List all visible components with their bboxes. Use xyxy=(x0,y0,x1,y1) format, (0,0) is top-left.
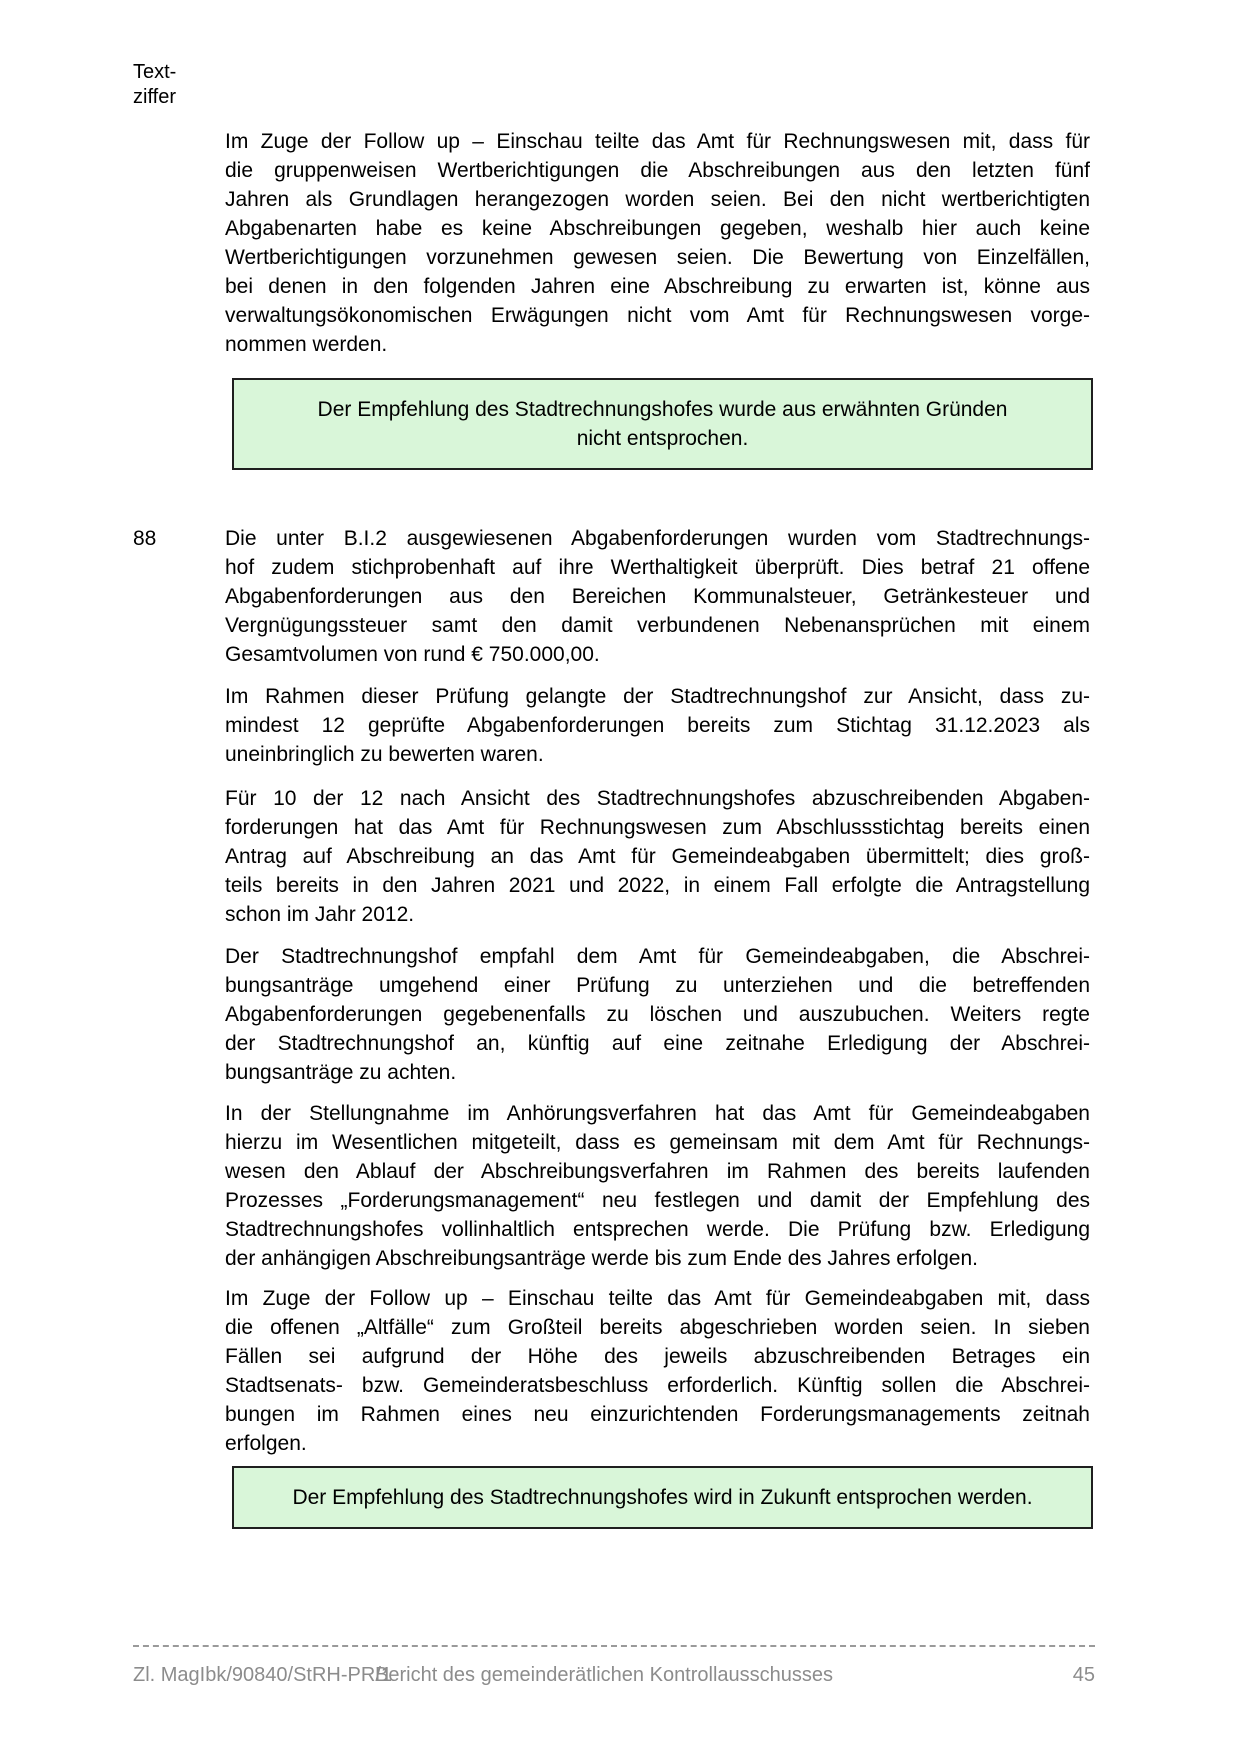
footer-divider xyxy=(133,1645,1095,1647)
text-line: hof zudem stichprobenhaft auf ihre Werthaltigkeit überprüft. Dies betraf 21 offene xyxy=(225,556,1090,579)
margin-header-line2: ziffer xyxy=(133,86,176,108)
text-line: der anhängigen Abschreibungsanträge werde bis zum Ende des Jahres erfolgen. xyxy=(225,1247,978,1270)
text-line: uneinbringlich zu bewerten waren. xyxy=(225,743,544,766)
text-line: Jahren als Grundlagen herangezogen worden seien. Bei den nicht wertberichtigten xyxy=(225,188,1090,211)
recommendation-box xyxy=(232,1466,1093,1529)
body-paragraph xyxy=(225,682,1090,769)
recommendation-box xyxy=(232,378,1093,470)
text-line: Fällen sei aufgrund der Höhe des jeweils abzuschreibenden Betrages ein xyxy=(225,1345,1090,1368)
text-line: wesen den Ablauf der Abschreibungsverfahren im Rahmen des bereits laufenden xyxy=(225,1160,1090,1183)
text-line: In der Stellungnahme im Anhörungsverfahren hat das Amt für Gemeindeabgaben xyxy=(225,1102,1090,1125)
text-line: hierzu im Wesentlichen mitgeteilt, dass es gemeinsam mit dem Amt für Rechnungs- xyxy=(225,1131,1090,1154)
text-line: bungsanträge umgehend einer Prüfung zu unterziehen und die betreffenden xyxy=(225,974,1090,997)
text-line: die offenen „Altfälle“ zum Großteil bereits abgeschrieben worden seien. In sieben xyxy=(225,1316,1090,1339)
text-line: Wertberichtigungen vorzunehmen gewesen seien. Die Bewertung von Einzelfällen, xyxy=(225,246,1090,269)
text-line: bungen im Rahmen eines neu einzurichtenden Forderungsmanagements zeitnah xyxy=(225,1403,1090,1426)
text-line: Gesamtvolumen von rund € 750.000,00. xyxy=(225,643,600,666)
text-line: Abgabenforderungen aus den Bereichen Kommunalsteuer, Getränkesteuer und xyxy=(225,585,1090,608)
text-line: Prozesses „Forderungsmanagement“ neu festlegen und damit der Empfehlung des xyxy=(225,1189,1090,1212)
body-paragraph xyxy=(225,942,1090,1087)
text-line: bungsanträge zu achten. xyxy=(225,1061,457,1084)
text-line: Für 10 der 12 nach Ansicht des Stadtrechnungshofes abzuschreibenden Abgaben- xyxy=(225,787,1090,810)
text-line: der Stadtrechnungshof an, künftig auf eine zeitnahe Erledigung der Abschrei- xyxy=(225,1032,1090,1055)
text-line: nommen werden. xyxy=(225,333,388,356)
text-line: Im Zuge der Follow up – Einschau teilte das Amt für Rechnungswesen mit, dass für xyxy=(225,130,1090,153)
text-line: schon im Jahr 2012. xyxy=(225,903,415,926)
textziffer-number: 88 xyxy=(133,527,157,550)
text-line: erfolgen. xyxy=(225,1432,307,1455)
body-paragraph xyxy=(225,1284,1090,1458)
footer-page-number: 45 xyxy=(1072,1664,1095,1686)
text-line: bei denen in den folgenden Jahren eine Abschreibung zu erwarten ist, könne aus xyxy=(225,275,1090,298)
text-line: Der Stadtrechnungshof empfahl dem Amt für Gemeindeabgaben, die Abschrei- xyxy=(225,945,1090,968)
text-line: Im Zuge der Follow up – Einschau teilte das Amt für Gemeindeabgaben mit, dass xyxy=(225,1287,1090,1310)
text-line: Vergnügungssteuer samt den damit verbundenen Nebenansprüchen mit einem xyxy=(225,614,1090,637)
text-line: forderungen hat das Amt für Rechnungswesen zum Abschlussstichtag bereits einen xyxy=(225,816,1090,839)
text-line: Im Rahmen dieser Prüfung gelangte der Stadtrechnungshof zur Ansicht, dass zu- xyxy=(225,685,1090,708)
text-line: mindest 12 geprüfte Abgabenforderungen bereits zum Stichtag 31.12.2023 als xyxy=(225,714,1090,737)
text-line: teils bereits in den Jahren 2021 und 2022, in einem Fall erfolgte die Antragstellung xyxy=(225,874,1090,897)
body-paragraph xyxy=(225,784,1090,929)
text-line: nicht entsprochen. xyxy=(576,427,749,450)
text-line: Antrag auf Abschreibung an das Amt für Gemeindeabgaben übermittelt; dies groß- xyxy=(225,845,1090,868)
body-paragraph xyxy=(133,524,1090,669)
text-line: Der Empfehlung des Stadtrechnungshofes wird in Zukunft entsprochen werden. xyxy=(292,1486,1033,1509)
text-line: Stadtrechnungshofes vollinhaltlich entsprechen werde. Die Prüfung bzw. Erledigung xyxy=(225,1218,1090,1241)
body-paragraph xyxy=(225,1099,1090,1273)
text-line: Der Empfehlung des Stadtrechnungshofes wurde aus erwähnten Gründen xyxy=(317,398,1008,421)
text-line: die gruppenweisen Wertberichtigungen die Abschreibungen aus den letzten fünf xyxy=(225,159,1090,182)
margin-header-line1: Text- xyxy=(133,61,177,83)
body-paragraph xyxy=(225,127,1090,359)
margin-column-header xyxy=(133,60,176,110)
text-line: Abgabenforderungen gegebenenfalls zu löschen und auszubuchen. Weiters regte xyxy=(225,1003,1090,1026)
footer-document-title: Bericht des gemeinderätlichen Kontrollausschusses xyxy=(375,1664,834,1686)
text-line: Stadtsenats- bzw. Gemeinderatsbeschluss erforderlich. Künftig sollen die Abschrei- xyxy=(225,1374,1090,1397)
text-line: Abgabenarten habe es keine Abschreibungen gegeben, weshalb hier auch keine xyxy=(225,217,1090,240)
footer-reference-number: Zl. MagIbk/90840/StRH-PR/1 xyxy=(133,1664,392,1686)
text-line: verwaltungsökonomischen Erwägungen nicht vom Amt für Rechnungswesen vorge- xyxy=(225,304,1090,327)
text-line: Die unter B.I.2 ausgewiesenen Abgabenforderungen wurden vom Stadtrechnungs- xyxy=(225,527,1090,550)
